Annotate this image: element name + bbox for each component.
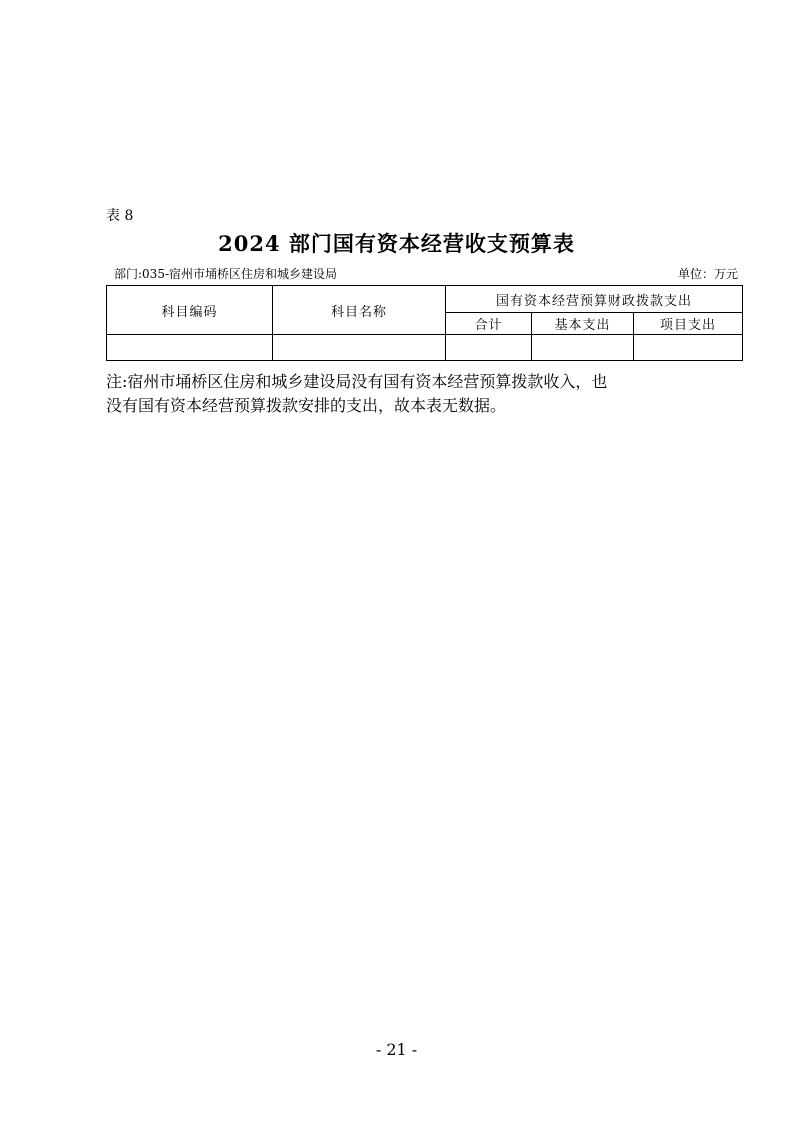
header-basic-expenditure: 基本支出 — [532, 313, 634, 335]
department-label: 部门:035-宿州市埇桥区住房和城乡建设局 — [114, 267, 338, 281]
table-cell — [634, 335, 743, 361]
budget-table — [106, 285, 743, 361]
header-total: 合计 — [446, 313, 532, 335]
note-line-1: 注:宿州市埇桥区住房和城乡建设局没有国有资本经营预算拨款收入，也 — [106, 372, 608, 391]
table-cell — [532, 335, 634, 361]
header-project-expenditure: 项目支出 — [634, 313, 743, 335]
table-label: 表 8 — [106, 208, 134, 224]
note — [106, 370, 706, 418]
page-title: 2024 部门国有资本经营收支预算表 — [218, 231, 575, 256]
page-number: - 21 - — [375, 1040, 418, 1059]
note-line-2: 没有国有资本经营预算拨款安排的支出，故本表无数据。 — [106, 396, 507, 415]
table-row — [107, 335, 743, 361]
header-subject-code: 科目编码 — [107, 286, 273, 335]
table-cell — [273, 335, 446, 361]
unit-label: 单位：万元 — [677, 267, 738, 281]
table-cell — [107, 335, 273, 361]
header-subject-name: 科目名称 — [273, 286, 446, 335]
header-expenditure-group: 国有资本经营预算财政拨款支出 — [446, 286, 743, 313]
table-cell — [446, 335, 532, 361]
